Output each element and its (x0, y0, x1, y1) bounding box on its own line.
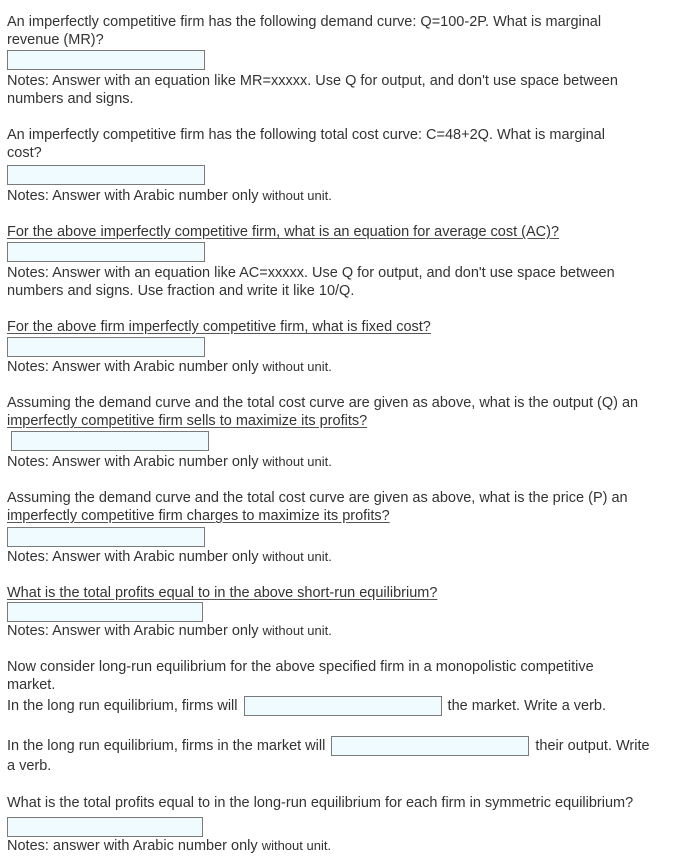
answer-input-1[interactable] (7, 50, 205, 70)
longrun-sentence-1: In the long run equilibrium, firms will the market. Write a verb. (7, 695, 606, 717)
answer-input-7[interactable] (7, 602, 203, 622)
longrun-profit-input[interactable] (7, 817, 203, 837)
question-2-text: An imperfectly competitive firm has the following total cost curve: C=48+2Q. What is marginal cost? (7, 127, 605, 161)
answer-input-5[interactable] (11, 431, 209, 451)
note-2: Notes: Answer with Arabic number only without unit. (7, 188, 332, 204)
longrun-input-2[interactable] (331, 736, 529, 756)
note-3: Notes: Answer with an equation like AC=xxxxx. Use Q for output, and don't use space between numbers and signs. Use fraction and write it like 10/Q. (7, 265, 615, 299)
answer-input-6[interactable] (7, 527, 205, 547)
answer-input-2[interactable] (7, 165, 205, 185)
longrun-profit-question: What is the total profits equal to in the long-run equilibrium for each firm in symmetric equilibrium? (7, 795, 634, 811)
longrun-input-1[interactable] (244, 696, 442, 716)
longrun-note: Notes: answer with Arabic number only without unit. (7, 838, 332, 854)
question-4-text: For the above firm imperfectly competitive firm, what is fixed cost? (7, 319, 431, 335)
note-1: Notes: Answer with an equation like MR=xxxxx. Use Q for output, and don't use space between numbers and signs. (7, 73, 618, 107)
longrun-intro: Now consider long-run equilibrium for the above specified firm in a monopolistic competitive market. (7, 659, 594, 693)
note-5: Notes: Answer with Arabic number only without unit. (7, 454, 332, 470)
question-6-text: Assuming the demand curve and the total cost curve are given as above, what is the price (P) an imperfectly competitive firm charges to maximize its profits? (7, 490, 628, 524)
question-1-text: An imperfectly competitive firm has the following demand curve: Q=100-2P. What is marginal revenue (MR)? (7, 14, 602, 48)
longrun-sentence-2: In the long run equilibrium, firms in the market will their output. Write a verb. (7, 738, 650, 775)
question-5-text: Assuming the demand curve and the total cost curve are given as above, what is the output (Q) an imperfectly competitive firm sells to maximize its profits? (7, 395, 639, 429)
note-6: Notes: Answer with Arabic number only without unit. (7, 549, 332, 565)
note-4: Notes: Answer with Arabic number only without unit. (7, 359, 332, 375)
note-7: Notes: Answer with Arabic number only without unit. (7, 623, 332, 639)
question-3-text: For the above imperfectly competitive firm, what is an equation for average cost (AC)? (7, 224, 560, 240)
answer-input-4[interactable] (7, 337, 205, 357)
answer-input-3[interactable] (7, 242, 205, 262)
question-7-text: What is the total profits equal to in the above short-run equilibrium? (7, 585, 438, 601)
